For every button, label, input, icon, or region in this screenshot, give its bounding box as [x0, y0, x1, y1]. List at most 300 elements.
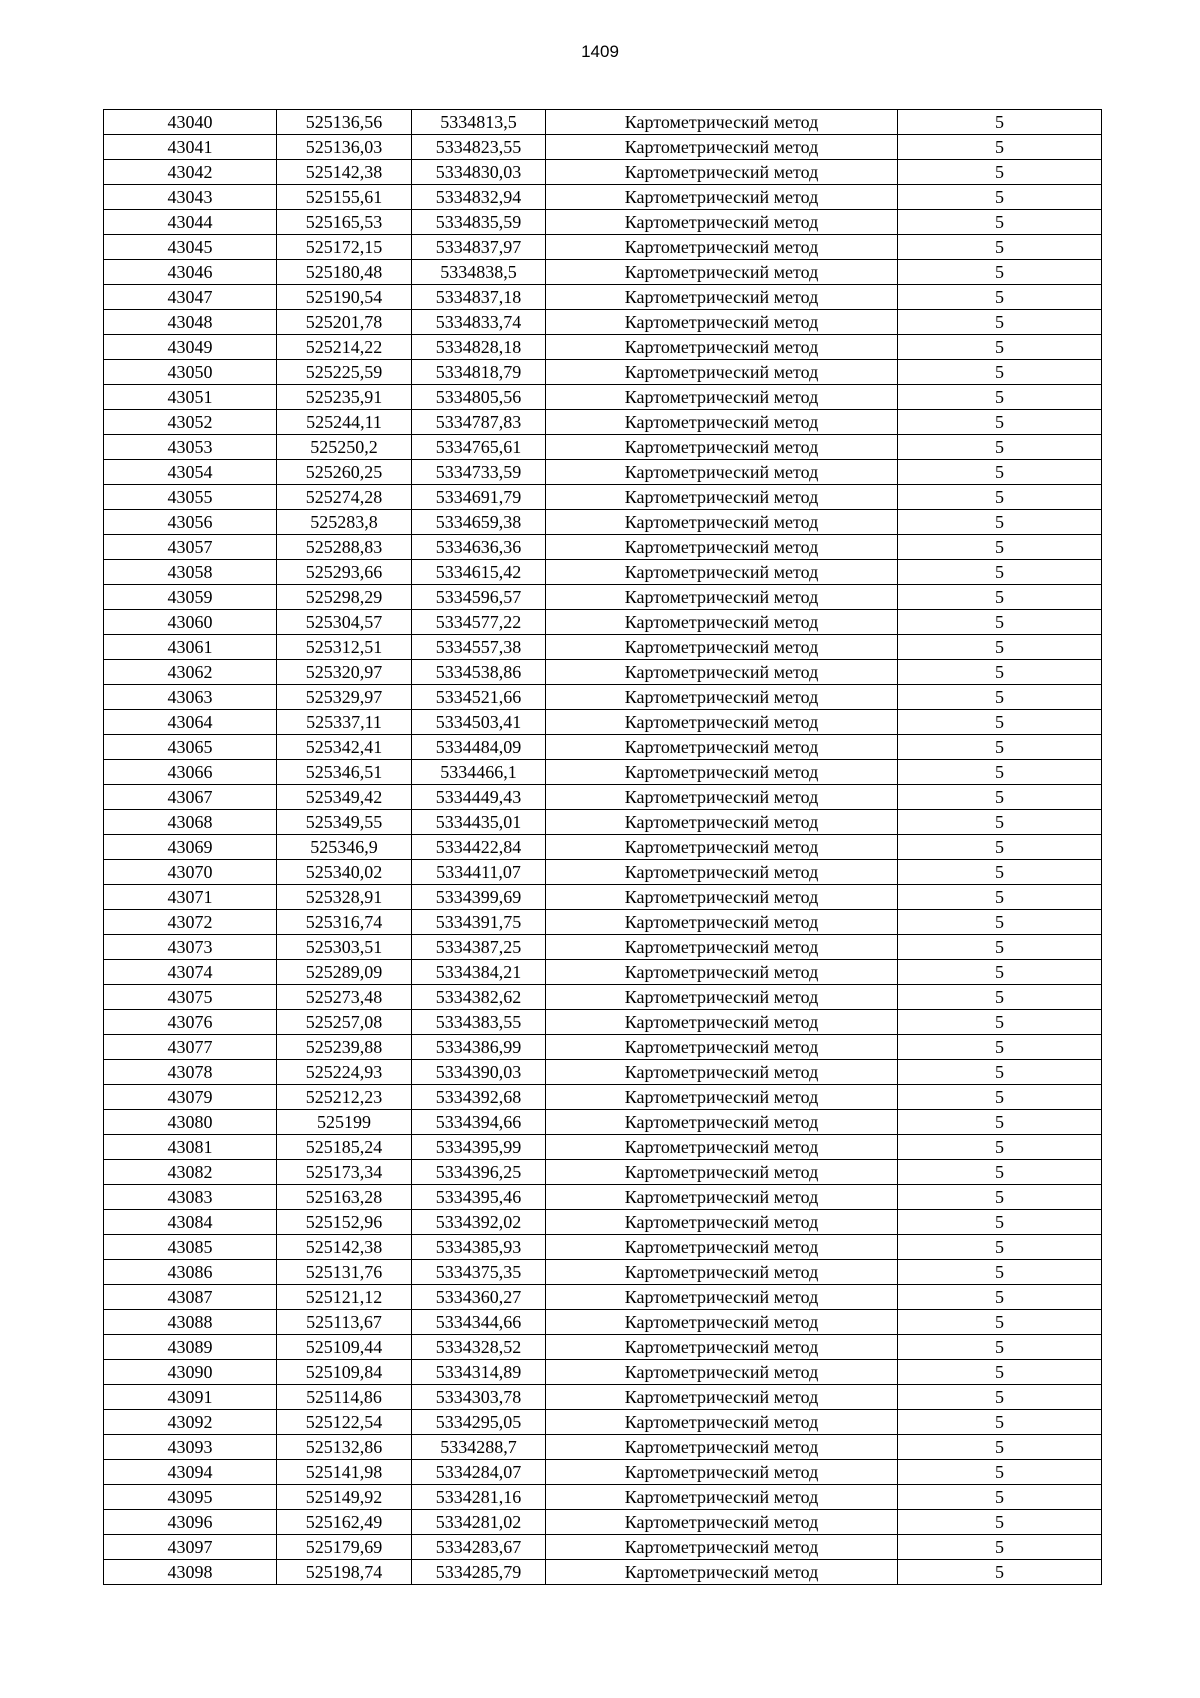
point-number-cell: 43078 [104, 1060, 277, 1085]
y-coordinate-cell: 5334386,99 [412, 1035, 546, 1060]
method-cell: Картометрический метод [546, 535, 898, 560]
point-number-cell: 43084 [104, 1210, 277, 1235]
method-cell: Картометрический метод [546, 1285, 898, 1310]
table-row [104, 1010, 1102, 1035]
point-number-cell: 43071 [104, 885, 277, 910]
point-number-cell: 43059 [104, 585, 277, 610]
accuracy-cell: 5 [898, 110, 1102, 135]
point-number-cell: 43073 [104, 935, 277, 960]
point-number-cell: 43085 [104, 1235, 277, 1260]
accuracy-cell: 5 [898, 735, 1102, 760]
x-coordinate-cell: 525198,74 [277, 1560, 412, 1585]
table-row [104, 660, 1102, 685]
y-coordinate-cell: 5334295,05 [412, 1410, 546, 1435]
point-number-cell: 43042 [104, 160, 277, 185]
y-coordinate-cell: 5334391,75 [412, 910, 546, 935]
point-number-cell: 43069 [104, 835, 277, 860]
x-coordinate-cell: 525142,38 [277, 160, 412, 185]
x-coordinate-cell: 525312,51 [277, 635, 412, 660]
accuracy-cell: 5 [898, 435, 1102, 460]
x-coordinate-cell: 525190,54 [277, 285, 412, 310]
accuracy-cell: 5 [898, 635, 1102, 660]
y-coordinate-cell: 5334596,57 [412, 585, 546, 610]
y-coordinate-cell: 5334390,03 [412, 1060, 546, 1085]
accuracy-cell: 5 [898, 1560, 1102, 1585]
accuracy-cell: 5 [898, 510, 1102, 535]
point-number-cell: 43081 [104, 1135, 277, 1160]
method-cell: Картометрический метод [546, 610, 898, 635]
table-row [104, 360, 1102, 385]
x-coordinate-cell: 525257,08 [277, 1010, 412, 1035]
table-row [104, 510, 1102, 535]
accuracy-cell: 5 [898, 935, 1102, 960]
accuracy-cell: 5 [898, 560, 1102, 585]
x-coordinate-cell: 525337,11 [277, 710, 412, 735]
table-row [104, 1135, 1102, 1160]
method-cell: Картометрический метод [546, 1310, 898, 1335]
x-coordinate-cell: 525244,11 [277, 410, 412, 435]
accuracy-cell: 5 [898, 460, 1102, 485]
x-coordinate-cell: 525165,53 [277, 210, 412, 235]
x-coordinate-cell: 525250,2 [277, 435, 412, 460]
point-number-cell: 43072 [104, 910, 277, 935]
y-coordinate-cell: 5334636,36 [412, 535, 546, 560]
table-row [104, 1285, 1102, 1310]
x-coordinate-cell: 525239,88 [277, 1035, 412, 1060]
point-number-cell: 43094 [104, 1460, 277, 1485]
y-coordinate-cell: 5334384,21 [412, 960, 546, 985]
table-row [104, 1110, 1102, 1135]
x-coordinate-cell: 525293,66 [277, 560, 412, 585]
point-number-cell: 43075 [104, 985, 277, 1010]
point-number-cell: 43090 [104, 1360, 277, 1385]
accuracy-cell: 5 [898, 360, 1102, 385]
y-coordinate-cell: 5334382,62 [412, 985, 546, 1010]
method-cell: Картометрический метод [546, 435, 898, 460]
table-row [104, 1160, 1102, 1185]
table-row [104, 610, 1102, 635]
y-coordinate-cell: 5334466,1 [412, 760, 546, 785]
point-number-cell: 43044 [104, 210, 277, 235]
point-number-cell: 43076 [104, 1010, 277, 1035]
y-coordinate-cell: 5334484,09 [412, 735, 546, 760]
point-number-cell: 43055 [104, 485, 277, 510]
method-cell: Картометрический метод [546, 410, 898, 435]
method-cell: Картометрический метод [546, 160, 898, 185]
table-row [104, 585, 1102, 610]
method-cell: Картометрический метод [546, 460, 898, 485]
y-coordinate-cell: 5334833,74 [412, 310, 546, 335]
y-coordinate-cell: 5334288,7 [412, 1435, 546, 1460]
y-coordinate-cell: 5334615,42 [412, 560, 546, 585]
y-coordinate-cell: 5334314,89 [412, 1360, 546, 1385]
y-coordinate-cell: 5334813,5 [412, 110, 546, 135]
accuracy-cell: 5 [898, 685, 1102, 710]
x-coordinate-cell: 525274,28 [277, 485, 412, 510]
table-row [104, 735, 1102, 760]
y-coordinate-cell: 5334392,68 [412, 1085, 546, 1110]
table-row [104, 985, 1102, 1010]
accuracy-cell: 5 [898, 1210, 1102, 1235]
accuracy-cell: 5 [898, 1235, 1102, 1260]
y-coordinate-cell: 5334828,18 [412, 335, 546, 360]
point-number-cell: 43065 [104, 735, 277, 760]
point-number-cell: 43068 [104, 810, 277, 835]
method-cell: Картометрический метод [546, 735, 898, 760]
point-number-cell: 43089 [104, 1335, 277, 1360]
table-row [104, 235, 1102, 260]
accuracy-cell: 5 [898, 385, 1102, 410]
x-coordinate-cell: 525289,09 [277, 960, 412, 985]
method-cell: Картометрический метод [546, 1435, 898, 1460]
accuracy-cell: 5 [898, 285, 1102, 310]
point-number-cell: 43063 [104, 685, 277, 710]
method-cell: Картометрический метод [546, 1110, 898, 1135]
method-cell: Картометрический метод [546, 935, 898, 960]
y-coordinate-cell: 5334449,43 [412, 785, 546, 810]
accuracy-cell: 5 [898, 785, 1102, 810]
x-coordinate-cell: 525342,41 [277, 735, 412, 760]
table-row [104, 310, 1102, 335]
y-coordinate-cell: 5334521,66 [412, 685, 546, 710]
accuracy-cell: 5 [898, 960, 1102, 985]
table-row [104, 1185, 1102, 1210]
table-row [104, 1060, 1102, 1085]
method-cell: Картометрический метод [546, 685, 898, 710]
method-cell: Картометрический метод [546, 360, 898, 385]
page-number: 1409 [581, 42, 619, 61]
point-number-cell: 43079 [104, 1085, 277, 1110]
y-coordinate-cell: 5334659,38 [412, 510, 546, 535]
accuracy-cell: 5 [898, 1310, 1102, 1335]
point-number-cell: 43048 [104, 310, 277, 335]
x-coordinate-cell: 525260,25 [277, 460, 412, 485]
y-coordinate-cell: 5334503,41 [412, 710, 546, 735]
point-number-cell: 43050 [104, 360, 277, 385]
accuracy-cell: 5 [898, 1110, 1102, 1135]
point-number-cell: 43083 [104, 1185, 277, 1210]
x-coordinate-cell: 525142,38 [277, 1235, 412, 1260]
method-cell: Картометрический метод [546, 1460, 898, 1485]
y-coordinate-cell: 5334383,55 [412, 1010, 546, 1035]
method-cell: Картометрический метод [546, 510, 898, 535]
y-coordinate-cell: 5334733,59 [412, 460, 546, 485]
accuracy-cell: 5 [898, 1285, 1102, 1310]
y-coordinate-cell: 5334422,84 [412, 835, 546, 860]
method-cell: Картометрический метод [546, 1560, 898, 1585]
table-row [104, 935, 1102, 960]
point-number-cell: 43067 [104, 785, 277, 810]
y-coordinate-cell: 5334385,93 [412, 1235, 546, 1260]
accuracy-cell: 5 [898, 1360, 1102, 1385]
accuracy-cell: 5 [898, 885, 1102, 910]
table-row [104, 335, 1102, 360]
method-cell: Картометрический метод [546, 585, 898, 610]
x-coordinate-cell: 525152,96 [277, 1210, 412, 1235]
method-cell: Картометрический метод [546, 660, 898, 685]
x-coordinate-cell: 525199 [277, 1110, 412, 1135]
x-coordinate-cell: 525201,78 [277, 310, 412, 335]
table-row [104, 1360, 1102, 1385]
x-coordinate-cell: 525283,8 [277, 510, 412, 535]
x-coordinate-cell: 525121,12 [277, 1285, 412, 1310]
point-number-cell: 43046 [104, 260, 277, 285]
accuracy-cell: 5 [898, 410, 1102, 435]
y-coordinate-cell: 5334395,46 [412, 1185, 546, 1210]
point-number-cell: 43040 [104, 110, 277, 135]
table-row [104, 960, 1102, 985]
table-row [104, 760, 1102, 785]
y-coordinate-cell: 5334392,02 [412, 1210, 546, 1235]
x-coordinate-cell: 525303,51 [277, 935, 412, 960]
table-row [104, 1235, 1102, 1260]
point-number-cell: 43097 [104, 1535, 277, 1560]
x-coordinate-cell: 525163,28 [277, 1185, 412, 1210]
method-cell: Картометрический метод [546, 710, 898, 735]
table-row [104, 910, 1102, 935]
table-row [104, 410, 1102, 435]
accuracy-cell: 5 [898, 1485, 1102, 1510]
table-row [104, 685, 1102, 710]
accuracy-cell: 5 [898, 1185, 1102, 1210]
point-number-cell: 43054 [104, 460, 277, 485]
point-number-cell: 43053 [104, 435, 277, 460]
method-cell: Картометрический метод [546, 560, 898, 585]
accuracy-cell: 5 [898, 910, 1102, 935]
x-coordinate-cell: 525131,76 [277, 1260, 412, 1285]
method-cell: Картометрический метод [546, 1085, 898, 1110]
y-coordinate-cell: 5334765,61 [412, 435, 546, 460]
method-cell: Картометрический метод [546, 810, 898, 835]
point-number-cell: 43049 [104, 335, 277, 360]
table-row [104, 185, 1102, 210]
method-cell: Картометрический метод [546, 1535, 898, 1560]
method-cell: Картометрический метод [546, 1210, 898, 1235]
method-cell: Картометрический метод [546, 135, 898, 160]
point-number-cell: 43098 [104, 1560, 277, 1585]
point-number-cell: 43057 [104, 535, 277, 560]
accuracy-cell: 5 [898, 860, 1102, 885]
x-coordinate-cell: 525155,61 [277, 185, 412, 210]
table-row [104, 285, 1102, 310]
accuracy-cell: 5 [898, 1460, 1102, 1485]
y-coordinate-cell: 5334577,22 [412, 610, 546, 635]
point-number-cell: 43080 [104, 1110, 277, 1135]
method-cell: Картометрический метод [546, 1035, 898, 1060]
table-row [104, 1435, 1102, 1460]
y-coordinate-cell: 5334830,03 [412, 160, 546, 185]
x-coordinate-cell: 525214,22 [277, 335, 412, 360]
accuracy-cell: 5 [898, 1385, 1102, 1410]
x-coordinate-cell: 525288,83 [277, 535, 412, 560]
point-number-cell: 43088 [104, 1310, 277, 1335]
y-coordinate-cell: 5334411,07 [412, 860, 546, 885]
method-cell: Картометрический метод [546, 210, 898, 235]
y-coordinate-cell: 5334396,25 [412, 1160, 546, 1185]
x-coordinate-cell: 525136,03 [277, 135, 412, 160]
y-coordinate-cell: 5334284,07 [412, 1460, 546, 1485]
point-number-cell: 43066 [104, 760, 277, 785]
y-coordinate-cell: 5334399,69 [412, 885, 546, 910]
point-number-cell: 43058 [104, 560, 277, 585]
accuracy-cell: 5 [898, 660, 1102, 685]
x-coordinate-cell: 525224,93 [277, 1060, 412, 1085]
y-coordinate-cell: 5334303,78 [412, 1385, 546, 1410]
method-cell: Картометрический метод [546, 635, 898, 660]
table-row [104, 710, 1102, 735]
point-number-cell: 43041 [104, 135, 277, 160]
x-coordinate-cell: 525132,86 [277, 1435, 412, 1460]
method-cell: Картометрический метод [546, 1135, 898, 1160]
x-coordinate-cell: 525172,15 [277, 235, 412, 260]
method-cell: Картометрический метод [546, 260, 898, 285]
y-coordinate-cell: 5334395,99 [412, 1135, 546, 1160]
y-coordinate-cell: 5334387,25 [412, 935, 546, 960]
table-row [104, 860, 1102, 885]
table-row [104, 885, 1102, 910]
table-row [104, 1260, 1102, 1285]
y-coordinate-cell: 5334557,38 [412, 635, 546, 660]
point-number-cell: 43096 [104, 1510, 277, 1535]
x-coordinate-cell: 525162,49 [277, 1510, 412, 1535]
table-row [104, 1535, 1102, 1560]
y-coordinate-cell: 5334360,27 [412, 1285, 546, 1310]
accuracy-cell: 5 [898, 1135, 1102, 1160]
x-coordinate-cell: 525329,97 [277, 685, 412, 710]
y-coordinate-cell: 5334818,79 [412, 360, 546, 385]
point-number-cell: 43070 [104, 860, 277, 885]
point-number-cell: 43045 [104, 235, 277, 260]
table-row [104, 385, 1102, 410]
method-cell: Картометрический метод [546, 1360, 898, 1385]
method-cell: Картометрический метод [546, 1010, 898, 1035]
method-cell: Картометрический метод [546, 835, 898, 860]
y-coordinate-cell: 5334283,67 [412, 1535, 546, 1560]
x-coordinate-cell: 525180,48 [277, 260, 412, 285]
y-coordinate-cell: 5334787,83 [412, 410, 546, 435]
x-coordinate-cell: 525273,48 [277, 985, 412, 1010]
x-coordinate-cell: 525346,9 [277, 835, 412, 860]
point-number-cell: 43086 [104, 1260, 277, 1285]
accuracy-cell: 5 [898, 210, 1102, 235]
table-row [104, 1310, 1102, 1335]
accuracy-cell: 5 [898, 135, 1102, 160]
y-coordinate-cell: 5334538,86 [412, 660, 546, 685]
table-row [104, 110, 1102, 135]
table-row [104, 210, 1102, 235]
point-number-cell: 43052 [104, 410, 277, 435]
method-cell: Картометрический метод [546, 1485, 898, 1510]
accuracy-cell: 5 [898, 485, 1102, 510]
method-cell: Картометрический метод [546, 110, 898, 135]
table-row [104, 1460, 1102, 1485]
table-row [104, 785, 1102, 810]
x-coordinate-cell: 525179,69 [277, 1535, 412, 1560]
accuracy-cell: 5 [898, 1260, 1102, 1285]
x-coordinate-cell: 525328,91 [277, 885, 412, 910]
accuracy-cell: 5 [898, 1085, 1102, 1110]
x-coordinate-cell: 525316,74 [277, 910, 412, 935]
table-row [104, 460, 1102, 485]
point-number-cell: 43060 [104, 610, 277, 635]
y-coordinate-cell: 5334837,97 [412, 235, 546, 260]
x-coordinate-cell: 525185,24 [277, 1135, 412, 1160]
point-number-cell: 43051 [104, 385, 277, 410]
point-number-cell: 43095 [104, 1485, 277, 1510]
point-number-cell: 43087 [104, 1285, 277, 1310]
x-coordinate-cell: 525109,84 [277, 1360, 412, 1385]
x-coordinate-cell: 525349,55 [277, 810, 412, 835]
table-row [104, 810, 1102, 835]
x-coordinate-cell: 525235,91 [277, 385, 412, 410]
table-row [104, 1210, 1102, 1235]
y-coordinate-cell: 5334281,16 [412, 1485, 546, 1510]
accuracy-cell: 5 [898, 260, 1102, 285]
x-coordinate-cell: 525349,42 [277, 785, 412, 810]
method-cell: Картометрический метод [546, 910, 898, 935]
x-coordinate-cell: 525114,86 [277, 1385, 412, 1410]
table-row [104, 1410, 1102, 1435]
accuracy-cell: 5 [898, 1335, 1102, 1360]
y-coordinate-cell: 5334832,94 [412, 185, 546, 210]
method-cell: Картометрический метод [546, 1410, 898, 1435]
x-coordinate-cell: 525340,02 [277, 860, 412, 885]
method-cell: Картометрический метод [546, 285, 898, 310]
method-cell: Картометрический метод [546, 335, 898, 360]
accuracy-cell: 5 [898, 1160, 1102, 1185]
table-row [104, 1510, 1102, 1535]
method-cell: Картометрический метод [546, 1260, 898, 1285]
table-row [104, 485, 1102, 510]
accuracy-cell: 5 [898, 1010, 1102, 1035]
accuracy-cell: 5 [898, 335, 1102, 360]
method-cell: Картометрический метод [546, 1510, 898, 1535]
method-cell: Картометрический метод [546, 385, 898, 410]
y-coordinate-cell: 5334328,52 [412, 1335, 546, 1360]
method-cell: Картометрический метод [546, 1385, 898, 1410]
accuracy-cell: 5 [898, 1060, 1102, 1085]
x-coordinate-cell: 525225,59 [277, 360, 412, 385]
point-number-cell: 43091 [104, 1385, 277, 1410]
x-coordinate-cell: 525304,57 [277, 610, 412, 635]
accuracy-cell: 5 [898, 835, 1102, 860]
accuracy-cell: 5 [898, 1535, 1102, 1560]
method-cell: Картометрический метод [546, 1235, 898, 1260]
table-row [104, 135, 1102, 160]
x-coordinate-cell: 525141,98 [277, 1460, 412, 1485]
x-coordinate-cell: 525149,92 [277, 1485, 412, 1510]
y-coordinate-cell: 5334823,55 [412, 135, 546, 160]
accuracy-cell: 5 [898, 535, 1102, 560]
table-row [104, 1485, 1102, 1510]
method-cell: Картометрический метод [546, 860, 898, 885]
x-coordinate-cell: 525113,67 [277, 1310, 412, 1335]
accuracy-cell: 5 [898, 610, 1102, 635]
method-cell: Картометрический метод [546, 1060, 898, 1085]
accuracy-cell: 5 [898, 160, 1102, 185]
table-row [104, 1035, 1102, 1060]
method-cell: Картометрический метод [546, 1335, 898, 1360]
point-number-cell: 43064 [104, 710, 277, 735]
y-coordinate-cell: 5334805,56 [412, 385, 546, 410]
method-cell: Картометрический метод [546, 185, 898, 210]
accuracy-cell: 5 [898, 185, 1102, 210]
x-coordinate-cell: 525122,54 [277, 1410, 412, 1435]
method-cell: Картометрический метод [546, 235, 898, 260]
point-number-cell: 43061 [104, 635, 277, 660]
y-coordinate-cell: 5334838,5 [412, 260, 546, 285]
method-cell: Картометрический метод [546, 960, 898, 985]
